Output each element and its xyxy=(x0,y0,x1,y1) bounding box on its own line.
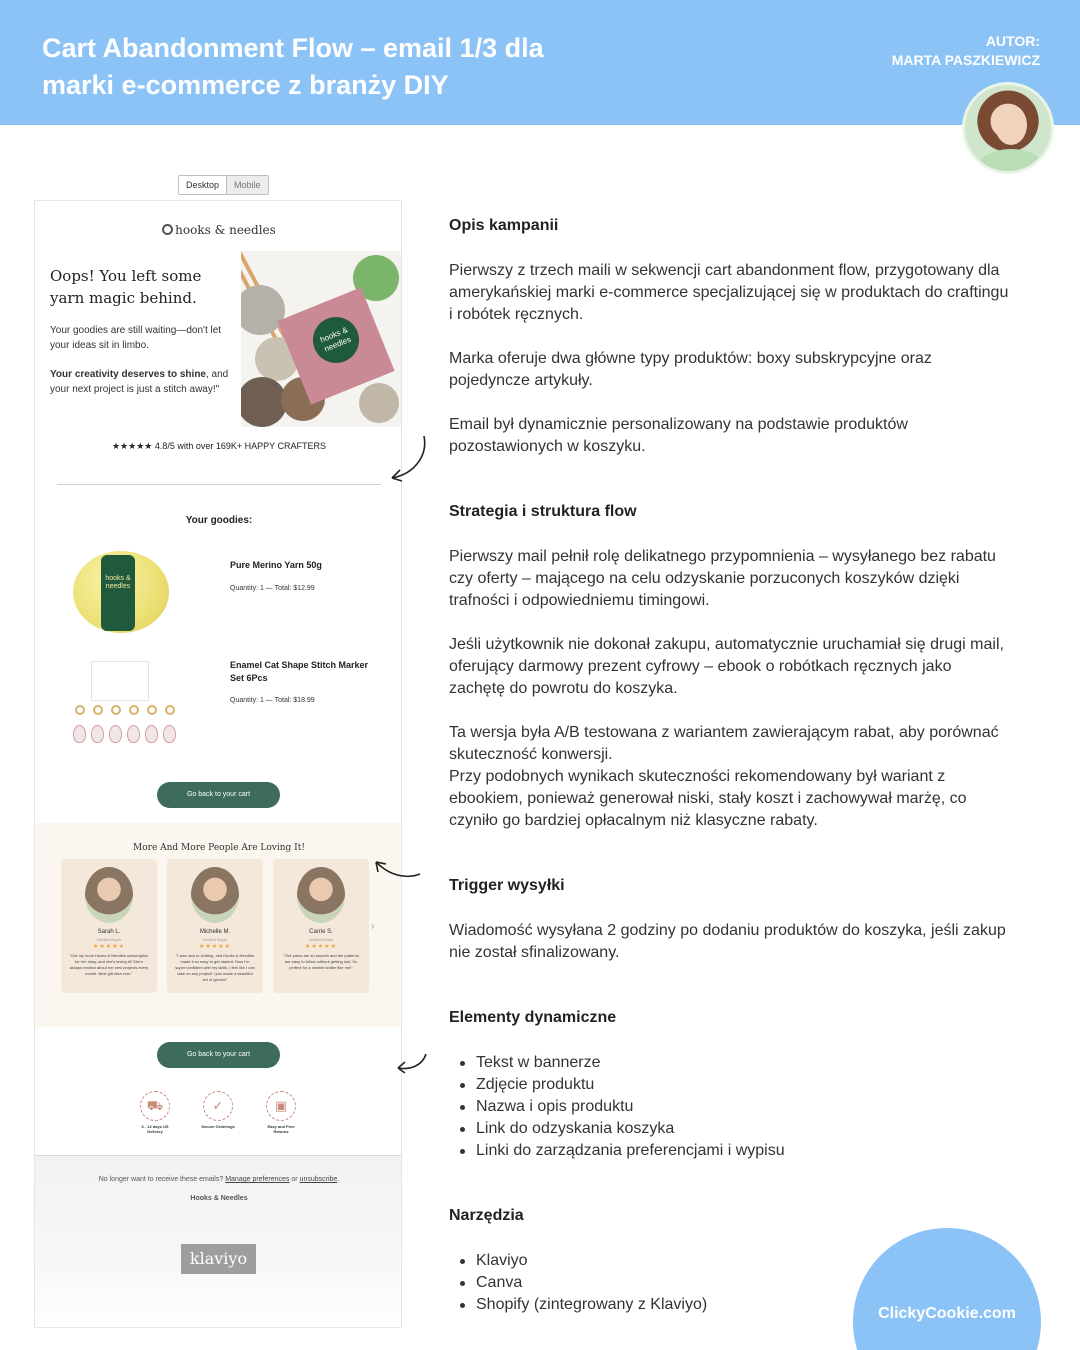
site-badge-text[interactable]: ClickyCookie.com xyxy=(878,1305,1016,1322)
product-meta: Quantity: 1 — Total: $18.99 xyxy=(230,697,315,704)
trust-label: Easy and Free Returns xyxy=(267,1124,295,1134)
header-banner xyxy=(0,0,1080,125)
mobile-tab[interactable]: Mobile xyxy=(227,176,268,194)
unsubscribe-link[interactable]: unsubscribe xyxy=(299,1176,338,1183)
opis-paragraph: Email był dynamicznie personalizowany na podstawie produktów pozostawionych w koszyku. xyxy=(449,416,908,455)
product-image-yarn xyxy=(73,551,169,633)
verified-badge: Verified Buyer xyxy=(308,937,334,942)
rating-line: ★★★★★ 4.8/5 with over 169K+ HAPPY CRAFTERS xyxy=(111,441,326,451)
title-line-1: Cart Abandonment Flow – email 1/3 dla xyxy=(42,33,544,63)
trust-badge-secure xyxy=(198,1091,238,1129)
review-card xyxy=(167,859,263,993)
box-icon: ▣ xyxy=(266,1091,296,1121)
page-title xyxy=(42,30,642,104)
reviews-section xyxy=(35,823,402,1027)
trust-badge-delivery xyxy=(135,1091,175,1134)
strategia-paragraph: Ta wersja była A/B testowana z wariantem zawierającym rabat, aby porównać skuteczność konwersji. xyxy=(449,724,999,763)
hero-bold-text xyxy=(50,367,230,397)
reviews-title: More And More People Are Loving It! xyxy=(133,843,305,853)
reviewer-name: Michelle M. xyxy=(199,929,231,935)
manage-preferences-link[interactable]: Manage preferences xyxy=(225,1176,290,1183)
review-card xyxy=(273,859,369,993)
list-item: Canva xyxy=(449,1272,1009,1294)
product-name: Pure Merino Yarn 50g xyxy=(230,560,322,570)
hero-box-label: hooks & needles xyxy=(306,310,366,370)
arrow-icon xyxy=(384,432,434,486)
site-badge xyxy=(853,1228,1041,1350)
section-title-narzedzia: Narzędzia xyxy=(449,1207,524,1224)
opis-paragraph: Marka oferuje dwa główne typy produktów: boxy subskrypcyjne oraz pojedyncze artykuły. xyxy=(449,350,932,389)
strategia-paragraph: Przy podobnych wynikach skuteczności rekomendowany był wariant z ebookiem, ponieważ generował niski, stały koszt i zachowywał marżę, co czyniło go bardziej opłacalnym niż klasyczne rabaty. xyxy=(449,768,967,829)
hero-image xyxy=(241,251,402,427)
trust-label: Secure Orderings xyxy=(201,1124,235,1129)
email-preview xyxy=(34,200,402,1328)
strategia-paragraph: Pierwszy mail pełnił rolę delikatnego przypomnienia – wysyłanego bez rabatu czy oferty – mającego na celu odzyskanie porzuconych koszyków dzięki trafności i odpowiedniemu timingowi. xyxy=(449,548,996,609)
strategia-paragraph: Jeśli użytkownik nie dokonał zakupu, automatycznie uruchamiał się drugi mail, oferujący darmowy prezent cyfrowy – ebook o robótkach ręcznych jako zachętę do powrotu do koszyka. xyxy=(449,636,1004,697)
or-text: or xyxy=(289,1176,300,1183)
author-name: MARTA PASZKIEWICZ xyxy=(891,52,1040,68)
footer-brand: Hooks & Needles xyxy=(190,1195,248,1202)
list-item: Nazwa i opis produktu xyxy=(449,1096,1009,1118)
review-stars: ★★★★★ xyxy=(199,944,231,950)
section-title-elementy: Elementy dynamiczne xyxy=(449,1009,617,1026)
author-avatar xyxy=(962,82,1054,174)
unsub-text: No longer want to receive these emails? xyxy=(98,1176,226,1183)
reviewer-name: Sarah L. xyxy=(97,929,121,935)
trust-badge-returns xyxy=(261,1091,301,1134)
review-quote: "I was new to knitting, and Hooks & Needles made it so easy to get started. Now I'm super confident with my skills, I feel like I can take on any project! I just made a beautiful set of gloves!" xyxy=(175,953,255,982)
author-label: AUTOR: xyxy=(985,33,1040,49)
arrow-icon xyxy=(370,856,424,882)
list-item: Linki do zarządzania preferencjami i wypisu xyxy=(449,1140,1009,1162)
list-item: Link do odzyskania koszyka xyxy=(449,1118,1009,1140)
yarn-label: hooks & needles xyxy=(101,555,135,631)
hero-bold-lead: Your creativity deserves to shine xyxy=(50,369,206,380)
section-title-strategia: Strategia i struktura flow xyxy=(449,503,637,520)
reviewer-photo xyxy=(85,867,133,923)
trust-label: 6 - 12 days US Delivery xyxy=(141,1124,169,1134)
klaviyo-logo: klaviyo xyxy=(181,1244,256,1274)
review-stars: ★★★★★ xyxy=(305,944,337,950)
truck-icon: ⛟ xyxy=(140,1091,170,1121)
section-title-trigger: Trigger wysyłki xyxy=(449,877,565,894)
desktop-tab[interactable]: Desktop xyxy=(179,176,227,194)
product-meta: Quantity: 1 — Total: $12.99 xyxy=(230,585,315,592)
reviewer-photo xyxy=(191,867,239,923)
arrow-icon xyxy=(392,1050,430,1076)
yarn-ball-icon xyxy=(162,224,173,235)
review-stars: ★★★★★ xyxy=(93,944,125,950)
opis-paragraph: Pierwszy z trzech maili w sekwencji cart abandonment flow, przygotowany dla amerykańskiej marki e-commerce specjalizującej się w produktach do craftingu i robótek ręcznych. xyxy=(449,262,1009,323)
hero-subtitle: Your goodies are still waiting—don't let your ideas sit in limbo. xyxy=(50,325,222,351)
reviewer-name: Carrie S. xyxy=(309,929,333,935)
review-quote: "Got my mom Hooks & Needles subscription for her bday, and she's loving it!! She's always excited about her new projects every month. Best gift idea ever." xyxy=(69,953,149,976)
list-item: Zdjęcie produktu xyxy=(449,1074,1009,1096)
divider xyxy=(57,484,381,485)
unsubscribe-line xyxy=(35,1176,402,1183)
trigger-paragraph: Wiadomość wysyłana 2 godziny po dodaniu produktów do koszyka, jeśli zakup nie został sfinalizowany. xyxy=(449,922,1006,961)
review-quote: "The yarns are so smooth and the patterns are easy to follow without getting lost. So perfect for a newbie knitter like me!" xyxy=(283,953,359,970)
brand-name: hooks & needles xyxy=(175,223,276,237)
hero-title: Oops! You left some yarn magic behind. xyxy=(50,267,202,307)
hero-bold-rest: , and your next project is just a stitch away!" xyxy=(50,369,229,395)
review-card xyxy=(61,859,157,993)
goodies-title: Your goodies: xyxy=(185,515,253,526)
elementy-list xyxy=(449,1052,1009,1162)
email-brand-logo xyxy=(35,223,402,237)
go-back-to-cart-button-2[interactable]: Go back to your cart xyxy=(157,1042,280,1068)
reviewer-photo xyxy=(297,867,345,923)
go-back-to-cart-button[interactable]: Go back to your cart xyxy=(157,782,280,808)
verified-badge: Verified Buyer xyxy=(96,937,122,942)
list-item: Shopify (zintegrowany z Klaviyo) xyxy=(449,1294,1009,1316)
section-title-opis: Opis kampanii xyxy=(449,217,559,234)
period-text: . xyxy=(337,1176,340,1183)
verified-badge: Verified Buyer xyxy=(202,937,228,942)
list-item: Tekst w bannerze xyxy=(449,1052,1009,1074)
email-footer xyxy=(35,1155,402,1328)
list-item: Klaviyo xyxy=(449,1250,1009,1272)
product-image-markers xyxy=(69,661,181,757)
product-name: Enamel Cat Shape Stitch Marker Set 6Pcs xyxy=(230,660,369,683)
carousel-next-icon[interactable]: › xyxy=(371,921,375,932)
title-line-2: marki e-commerce z branży DIY xyxy=(42,70,449,100)
preview-toggle xyxy=(178,175,269,195)
shield-icon: ✓ xyxy=(203,1091,233,1121)
author-block xyxy=(892,32,1040,70)
